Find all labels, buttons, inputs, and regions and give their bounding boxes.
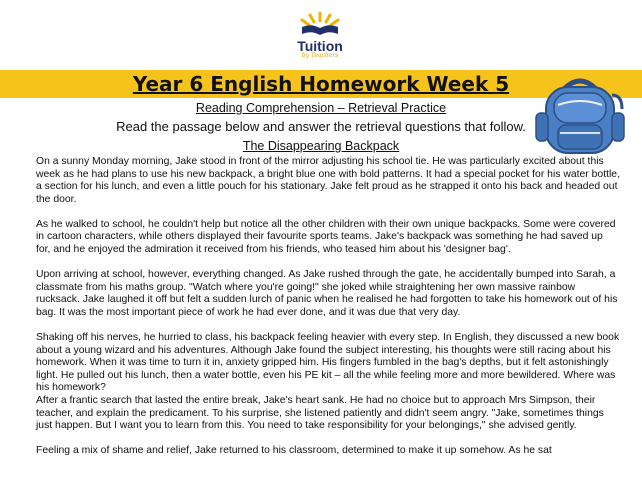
logo-tagline: by Teachers xyxy=(301,52,339,59)
tuition-logo xyxy=(286,10,354,66)
paragraph: Shaking off his nerves, he hurried to class, his backpack feeling heavier with every step. In English, they discussed a new book about a young wizard and his adventures. Although Jake found the subject interesting, his thoughts were still racing about his homework. When it was time to turn it in, anxiety gripped him. His fingers fumbled in the bag's depths, but it felt astonishingly light. He pulled out his lunch, then a water bottle, even his PE kit – all the while feeling more and more bewildered. Where was his homework? xyxy=(36,332,620,394)
paragraph: After a frantic search that lasted the entire break, Jake's heart sank. He had no choice but to approach Mrs Simpson, their teacher, and explain the predicament. To his surprise, she listened patiently and didn't seem angry. "Jake, sometimes things just happen. But I want you to learn from this. You need to take responsibility for your belongings," she advised gently. xyxy=(36,395,604,432)
passage xyxy=(36,156,620,470)
page-title: Year 6 English Homework Week 5 xyxy=(132,72,510,96)
logo-brand: Tuition xyxy=(297,38,343,54)
subtitle: Reading Comprehension – Retrieval Practice xyxy=(195,101,447,115)
instruction: Read the passage below and answer the retrieval questions that follow. xyxy=(116,119,526,134)
paragraph: On a sunny Monday morning, Jake stood in front of the mirror adjusting his school tie. He was particularly excited about this week as he had plans to use his new backpack, a bright blue one with bold patterns. It had a special pocket for his water bottle, a section for his lunch, and even a little pouch for his stationary. Jake felt proud as he strapped it onto his back and headed out the door. xyxy=(36,156,620,205)
paragraph: As he walked to school, he couldn't help but notice all the other children with their own unique backpacks. Some were covered in cartoon characters, while others displayed their favourite sports teams. Jake's backpack was something he had saved up for, and he enjoyed the admiration it received from his friends, who teased him about his 'designer bag'. xyxy=(36,218,616,256)
paragraph: Upon arriving at school, however, everything changed. As Jake rushed through the gate, he accidentally bumped into Sarah, a classmate from his maths group. "Watch where you're going!" she joked while straightening her own massive rainbow rucksack. Jake laughed it off but felt a sudden lurch of panic when he realised he had forgotten to take his homework out of his bag. It was the most important piece of work he had ever done, and it was due that very day. xyxy=(36,269,618,318)
story-title: The Disappearing Backpack xyxy=(242,139,400,153)
paragraph: Feeling a mix of shame and relief, Jake returned to his classroom, determined to make it up somehow. As he sat xyxy=(36,445,552,457)
book-icon xyxy=(298,10,342,38)
